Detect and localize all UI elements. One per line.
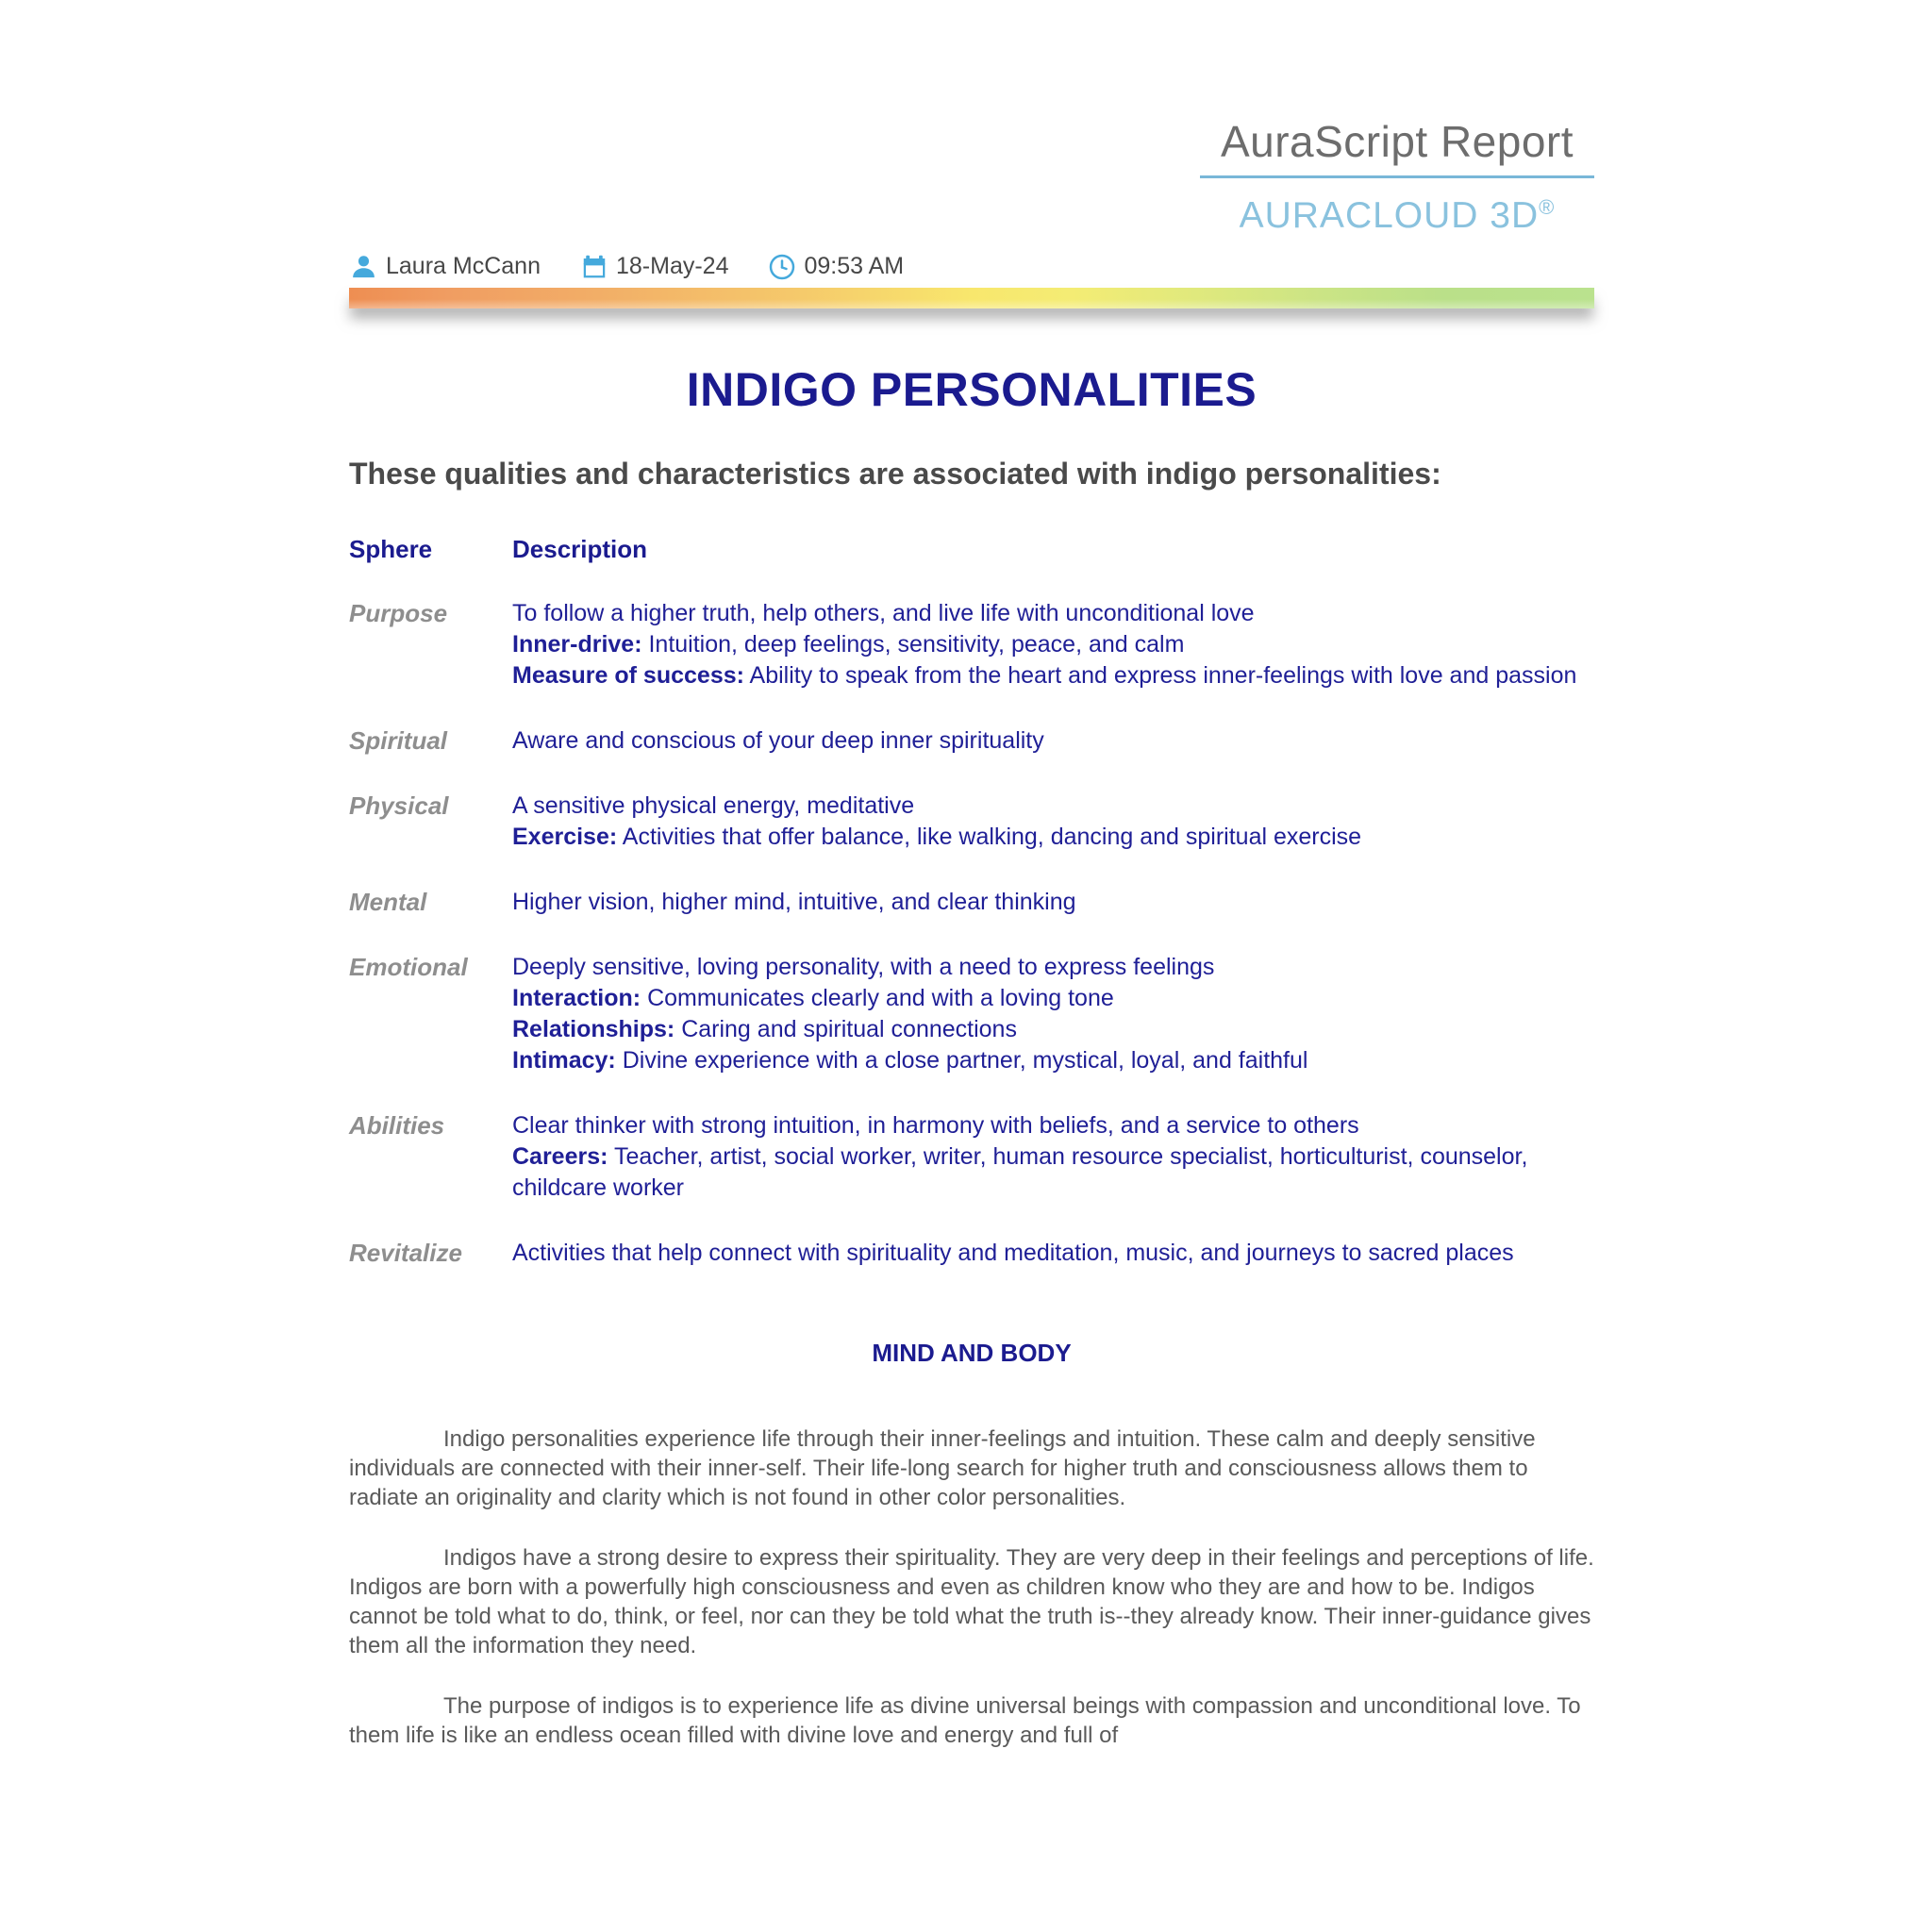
- description-lead: Careers:: [512, 1143, 608, 1170]
- description-line: Activities that help connect with spirituality and meditation, music, and journeys to sacred places: [512, 1240, 1514, 1266]
- column-header-description: Description: [512, 535, 648, 563]
- sphere-description: [512, 1110, 1594, 1204]
- sphere-description: [512, 791, 1594, 853]
- sphere-description: [512, 952, 1594, 1076]
- description-lead: Exercise:: [512, 824, 618, 850]
- report-date: 18-May-24: [615, 253, 729, 279]
- table-row-physical: [349, 791, 1594, 853]
- description-line: Intimacy: Divine experience with a close partner, mystical, loyal, and faithful: [512, 1047, 1308, 1074]
- user-name: Laura McCann: [386, 253, 541, 279]
- description-line: A sensitive physical energy, meditative: [512, 792, 915, 819]
- table-row-abilities: [349, 1110, 1594, 1204]
- description-line: Careers: Teacher, artist, social worker, writer, human resource specialist, horticulturist, counselor, childcare worker: [512, 1143, 1528, 1201]
- description-line: Measure of success: Ability to speak from the heart and express inner-feelings with love and passion: [512, 662, 1577, 689]
- body-paragraph: Indigos have a strong desire to express their spirituality. They are very deep in their feelings and perceptions of life. Indigos are born with a powerfully high consciousness and even as children know who they are and how to be. Indigos cannot be told what to do, think, or feel, nor can they be told what the truth is--they already know. Their inner-guidance gives them all the information they need.: [349, 1545, 1594, 1658]
- description-lead: Relationships:: [512, 1016, 675, 1042]
- column-header-sphere: Sphere: [349, 535, 433, 563]
- logo-divider: [1200, 175, 1594, 178]
- sphere-description: [512, 1238, 1594, 1269]
- description-lead: Intimacy:: [512, 1047, 616, 1074]
- table-header-row: [349, 535, 1594, 564]
- sphere-label: Spiritual: [349, 726, 448, 755]
- report-page: [349, 0, 1594, 1750]
- section-heading-mind-and-body: MIND AND BODY: [872, 1339, 1072, 1367]
- description-line: Relationships: Caring and spiritual connections: [512, 1016, 1017, 1042]
- body-paragraph: The purpose of indigos is to experience life as divine universal beings with compassion and unconditional love. To them life is like an endless ocean filled with divine love and energy and full of: [349, 1693, 1581, 1748]
- description-lead: Inner-drive:: [512, 631, 642, 658]
- sphere-table: [349, 535, 1594, 1269]
- report-time: 09:53 AM: [804, 253, 905, 279]
- user-meta: [349, 252, 541, 281]
- description-line: Deeply sensitive, loving personality, with a need to express feelings: [512, 954, 1215, 980]
- time-meta: [768, 253, 904, 281]
- table-row-mental: [349, 887, 1594, 918]
- sphere-description: [512, 887, 1594, 918]
- sphere-label: Revitalize: [349, 1239, 462, 1267]
- description-line: Interaction: Communicates clearly and with a loving tone: [512, 985, 1114, 1011]
- body-paragraph: Indigo personalities experience life through their inner-feelings and intuition. These calm and deeply sensitive individuals are connected with their inner-self. Their life-long search for higher truth and consciousness allows them to radiate an originality and clarity which is not found in other color personalities.: [349, 1426, 1536, 1510]
- description-lead: Interaction:: [512, 985, 641, 1011]
- page-title: INDIGO PERSONALITIES: [686, 363, 1257, 416]
- sphere-label: Mental: [349, 888, 427, 916]
- user-icon: [349, 252, 378, 281]
- date-meta: [580, 253, 729, 281]
- description-line: Aware and conscious of your deep inner spirituality: [512, 727, 1044, 754]
- description-line: Exercise: Activities that offer balance, like walking, dancing and spiritual exercise: [512, 824, 1362, 850]
- table-row-spiritual: [349, 725, 1594, 757]
- sphere-description: [512, 598, 1594, 691]
- logo-title: AuraScript Report: [1220, 117, 1574, 166]
- registered-mark: ®: [1539, 195, 1556, 219]
- brand-logo: [1200, 0, 1594, 237]
- table-row-emotional: [349, 952, 1594, 1076]
- calendar-icon: [580, 253, 608, 281]
- logo-brand: [1200, 187, 1594, 237]
- report-meta-row: [349, 252, 1594, 281]
- sphere-label: Purpose: [349, 599, 448, 627]
- description-line: To follow a higher truth, help others, and live life with unconditional love: [512, 600, 1255, 626]
- logo-brand-text: AURACLOUD 3D: [1239, 195, 1540, 236]
- table-row-purpose: [349, 598, 1594, 691]
- description-lead: Measure of success:: [512, 662, 744, 689]
- clock-icon: [768, 253, 796, 281]
- table-row-revitalize: [349, 1238, 1594, 1269]
- rainbow-divider: [349, 288, 1594, 308]
- sphere-label: Abilities: [349, 1111, 445, 1140]
- description-line: Higher vision, higher mind, intuitive, and clear thinking: [512, 889, 1076, 915]
- sphere-label: Emotional: [349, 953, 468, 981]
- sphere-description: [512, 725, 1594, 757]
- page-subtitle: These qualities and characteristics are associated with indigo personalities:: [349, 457, 1441, 491]
- description-line: Clear thinker with strong intuition, in harmony with beliefs, and a service to others: [512, 1112, 1359, 1139]
- sphere-label: Physical: [349, 791, 449, 820]
- description-line: Inner-drive: Intuition, deep feelings, sensitivity, peace, and calm: [512, 631, 1185, 658]
